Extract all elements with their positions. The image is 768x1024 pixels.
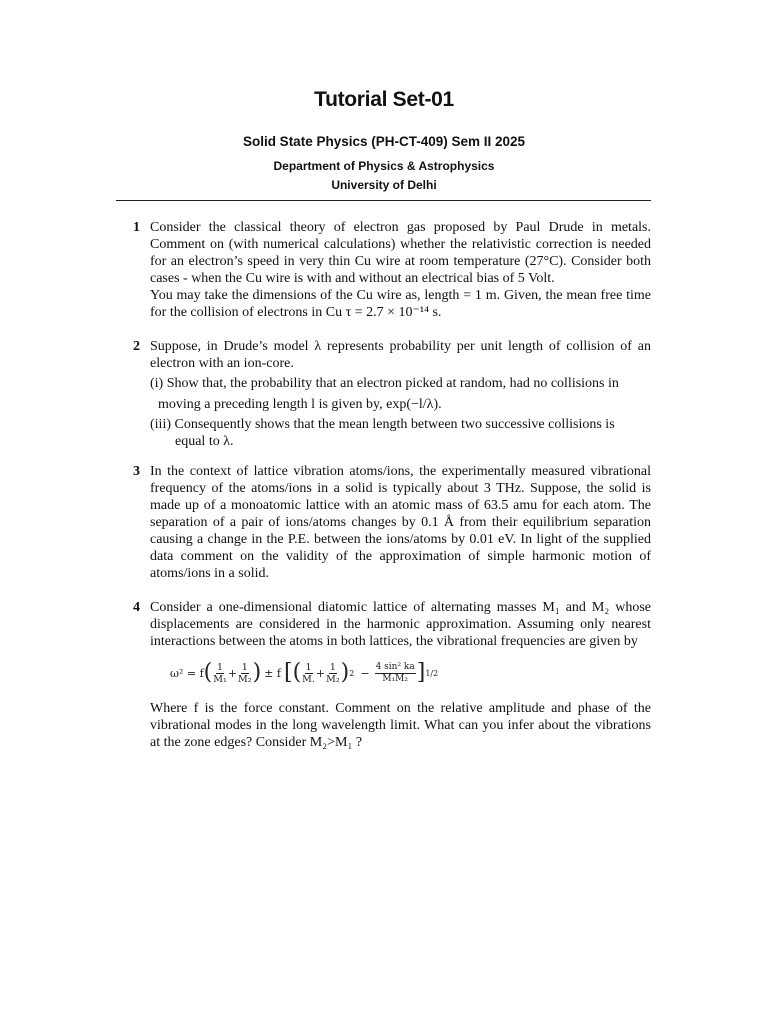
- question-text: In the context of lattice vibration atoms/ions, the experimentally measured vibrational frequency of the atoms/ions in a solid is typically about 3 THz. Suppose, the solid is made up of a monoatomic lattice with an atomic mass of 63.5 amu for each atom. The separation of a pair of ions/atoms changes by 0.1 Å from their equilibrium separation causing a change in the P.E. between the ions/atoms by 0.01 eV. In light of the supplied data comment on the validity of the approximation of simple harmonic motion of atoms/ions in a solid.: [150, 464, 651, 581]
- fraction: $\frac{1}{\text{M₂}}$: [326, 661, 340, 685]
- fraction: $\frac{1}{\text{M₂}}$: [238, 661, 252, 685]
- question-4-continued: [133, 700, 651, 751]
- question-number: 2: [133, 339, 140, 354]
- question-text: Suppose, in Drude’s model λ represents probability per unit length of collision of an electron with an ion-core.: [150, 339, 651, 371]
- question-number: 1: [133, 220, 140, 235]
- question-4: [133, 599, 651, 650]
- header-divider: [116, 200, 651, 201]
- question-number: 3: [133, 464, 140, 479]
- question-text: You may take the dimensions of the Cu wire as, length = 1 m. Given, the mean free time for the collision of electrons in Cu τ = 2.7 × 10⁻¹⁴ s.: [150, 288, 651, 320]
- question-text: Consider the classical theory of electron gas proposed by Paul Drude in metals. Comment on (with numerical calculations) whether the relativistic correction is needed for an electron’s speed in very thin Cu wire at room temperature (27°C). Consider both cases - when the Cu wire is with and without an electrical bias of 5 Volt.: [150, 220, 651, 286]
- sub-question-text: moving a preceding length l is given by, exp(−l/λ).: [158, 397, 442, 412]
- department-name: Department of Physics & Astrophysics: [273, 159, 495, 173]
- sub-question-text: (iii) Consequently shows that the mean length between two successive collisions is: [150, 417, 615, 432]
- exponent: 2: [349, 668, 355, 678]
- sub-question-text: (i) Show that, the probability that an electron picked at random, had no collisions in: [150, 376, 619, 391]
- exponent: 1/2: [425, 668, 439, 678]
- question-1: [133, 219, 651, 321]
- dispersion-formula: ω² = f ( $\frac{1}{\text{M₁}}$ + $\frac{1}{\text{M₂}}$ ) ± f [ ( $\frac{1}{M.}$ + $\frac{1}{\text{M₂}}$ ) 2 − $\frac{\text{4 sin² ka}}{\text{M₁M₂}}$ ] 1/2: [170, 660, 439, 685]
- fraction: $\frac{1}{M.}$: [302, 661, 315, 685]
- question-3: [133, 463, 651, 582]
- question-text: Consider a one-dimensional diatomic lattice of alternating masses M₁ and M₂ whose displacements are considered in the harmonic approximation. Assuming only nearest interactions between the atoms in both lattices, the vibrational frequencies are given by: [150, 600, 651, 649]
- question-number: 4: [133, 600, 140, 615]
- question-2: [133, 338, 651, 450]
- page-title: Tutorial Set-01: [314, 88, 454, 111]
- course-title: Solid State Physics (PH-CT-409) Sem II 2025: [242, 134, 526, 149]
- fraction: $\frac{1}{\text{M₁}}$: [213, 661, 227, 685]
- question-text: Where f is the force constant. Comment on the relative amplitude and phase of the vibrational modes in the long wavelength limit. What can you infer about the vibrations at the zone edges? Consider M₂>M₁ ?: [150, 701, 651, 750]
- sub-question-text: equal to λ.: [175, 434, 234, 449]
- fraction: $\frac{\text{4 sin² ka}}{\text{M₁M₂}}$: [375, 661, 415, 684]
- formula-lhs: ω² = f: [170, 666, 204, 680]
- university-name: University of Delhi: [331, 178, 437, 192]
- formula-plus-minus: ± f: [264, 666, 281, 680]
